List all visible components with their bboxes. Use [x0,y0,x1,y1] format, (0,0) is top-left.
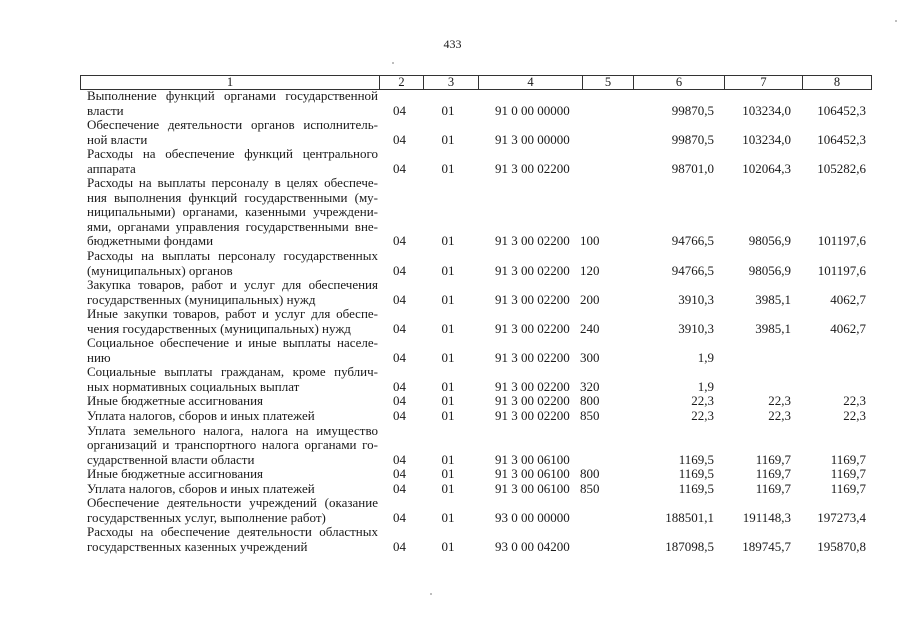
scan-speck [895,20,897,22]
header-col-4: 4 [478,76,582,89]
cell-c3: 01 [441,408,455,424]
cell-c7: 1169,7 [755,466,791,482]
header-col-5: 5 [582,76,633,89]
cell-c5: 240 [580,320,600,336]
cell-c6: 94766,5 [671,233,714,249]
row-description [80,118,378,147]
cell-c8: 4062,7 [830,320,866,336]
table-row [80,424,870,468]
scan-speck [430,593,432,595]
cell-c4: 91 3 00 02200 [495,408,570,424]
table-row [80,525,870,554]
cell-c7: 103234,0 [742,102,791,118]
cell-c6: 22,3 [691,408,714,424]
cell-c3: 01 [441,320,455,336]
cell-c4: 91 3 00 02200 [495,393,570,409]
table-row [80,496,870,525]
cell-c7: 103234,0 [742,131,791,147]
cell-c2: 04 [393,538,406,554]
cell-c4: 91 3 00 06100 [495,466,570,482]
cell-c8: 22,3 [843,408,866,424]
description-line: государственных казенных учреждений [87,538,308,554]
cell-c4: 91 3 00 02200 [495,291,570,307]
description-line: чения государственных (муниципальных) нужд [87,320,351,336]
cell-c5: 850 [580,480,600,496]
cell-c6: 98701,0 [671,160,714,176]
cell-c6: 188501,1 [665,509,714,525]
cell-c6: 187098,5 [665,538,714,554]
cell-c8: 106452,3 [817,102,866,118]
row-description [80,467,378,482]
cell-c3: 01 [441,466,455,482]
description-line: ной власти [87,131,148,147]
description-line: Расходы на обеспечение функций центрального [87,146,378,162]
description-line: Иные бюджетные ассигнования [87,393,264,409]
row-description [80,496,378,525]
cell-c4: 91 0 00 00000 [495,102,570,118]
cell-c2: 04 [393,480,406,496]
table-row [80,147,870,176]
cell-c7: 22,3 [768,393,791,409]
description-line: Закупка товаров, работ и услуг для обеспечения [87,277,378,293]
cell-c3: 01 [441,349,455,365]
description-line: Уплата налогов, сборов и иных платежей [87,408,315,424]
cell-c7: 22,3 [768,408,791,424]
cell-c2: 04 [393,393,406,409]
cell-c4: 91 3 00 06100 [495,480,570,496]
cell-c6: 1169,5 [678,480,714,496]
cell-c8: 195870,8 [817,538,866,554]
description-line: Обеспечение деятельности учреждений (оказание [87,495,378,511]
description-line: Уплата земельного налога, налога на имущество [87,422,378,438]
cell-c6: 94766,5 [671,262,714,278]
cell-c2: 04 [393,160,406,176]
cell-c3: 01 [441,233,455,249]
description-line: ния выполнения функций государственными (му- [87,189,378,205]
description-line: Расходы на обеспечение деятельности областных [87,524,378,540]
description-line: ниципальными) органами, казенными учреждени- [87,204,378,220]
description-line: государственных услуг, выполнение работ) [87,509,326,525]
header-col-2: 2 [379,76,423,89]
row-description [80,278,378,307]
cell-c7: 191148,3 [742,509,791,525]
header-col-1: 1 [226,75,234,89]
cell-c8: 4062,7 [830,291,866,307]
cell-c2: 04 [393,408,406,424]
table-row [80,176,870,249]
cell-c3: 01 [441,393,455,409]
description-line: бюджетными фондами [87,233,214,249]
description-line: Иные закупки товаров, работ и услуг для обеспе- [87,306,378,322]
cell-c3: 01 [441,102,455,118]
cell-c8: 1169,7 [830,451,866,467]
table-row [80,365,870,394]
description-line: организаций и транспортного налога органами го- [87,437,378,453]
description-line: Расходы на выплаты персоналу в целях обеспече- [87,175,378,191]
cell-c6: 1169,5 [678,451,714,467]
cell-c4: 93 0 00 04200 [495,538,570,554]
cell-c7: 1169,7 [755,451,791,467]
cell-c5: 800 [580,393,600,409]
cell-c5: 800 [580,466,600,482]
description-line: власти [87,102,124,118]
description-line: Расходы на выплаты персоналу государственных [87,248,378,264]
cell-c7: 3985,1 [755,320,791,336]
cell-c7: 1169,7 [755,480,791,496]
cell-c6: 99870,5 [671,102,714,118]
description-line: государственных (муниципальных) нужд [87,291,316,307]
row-description [80,525,378,554]
cell-c6: 3910,3 [678,291,714,307]
table-row [80,336,870,365]
table-row [80,118,870,147]
description-line: Уплата налогов, сборов и иных платежей [87,480,315,496]
cell-c6: 1,9 [697,349,714,365]
table-row [80,89,870,118]
cell-c8: 101197,6 [817,233,866,249]
description-line: Социальные выплаты гражданам, кроме публич- [87,364,378,380]
row-description [80,409,378,424]
cell-c4: 91 3 00 02200 [495,349,570,365]
table-row [80,307,870,336]
cell-c6: 99870,5 [671,131,714,147]
cell-c5: 120 [580,262,600,278]
row-description [80,482,378,497]
header-col-3: 3 [423,76,478,89]
cell-c2: 04 [393,131,406,147]
cell-c2: 04 [393,451,406,467]
cell-c5: 320 [580,378,600,394]
description-line: аппарата [87,160,136,176]
cell-c4: 91 3 00 02200 [495,262,570,278]
description-line: Социальное обеспечение и иные выплаты населе- [87,335,378,351]
cell-c2: 04 [393,466,406,482]
description-line: ями, органами управления государственными вне- [87,218,378,234]
cell-c3: 01 [441,451,455,467]
cell-c3: 01 [441,131,455,147]
row-description [80,176,378,249]
description-line: (муниципальных) органов [87,262,233,278]
cell-c3: 01 [441,262,455,278]
description-line: сударственной власти области [87,451,255,467]
cell-c3: 01 [441,378,455,394]
cell-c5: 850 [580,408,600,424]
table-body [80,89,870,555]
table-row [80,394,870,409]
cell-c6: 22,3 [691,393,714,409]
cell-c4: 91 3 00 02200 [495,233,570,249]
row-description [80,249,378,278]
cell-c8: 1169,7 [830,480,866,496]
cell-c8: 197273,4 [817,509,866,525]
row-description [80,365,378,394]
table-row [80,249,870,278]
description-line: ных нормативных социальных выплат [87,378,300,394]
cell-c4: 91 3 00 02200 [495,378,570,394]
cell-c2: 04 [393,349,406,365]
cell-c8: 1169,7 [830,466,866,482]
cell-c7: 98056,9 [748,233,791,249]
cell-c2: 04 [393,102,406,118]
cell-c6: 1169,5 [678,466,714,482]
cell-c6: 1,9 [697,378,714,394]
row-description [80,307,378,336]
cell-c5: 300 [580,349,600,365]
cell-c2: 04 [393,233,406,249]
header-col-8: 8 [802,76,871,89]
row-description [80,89,378,118]
cell-c2: 04 [393,291,406,307]
cell-c8: 22,3 [843,393,866,409]
cell-c7: 189745,7 [742,538,791,554]
description-line: Обеспечение деятельности органов исполнитель- [87,117,378,133]
header-col-6: 6 [633,76,724,89]
cell-c4: 91 3 00 06100 [495,451,570,467]
cell-c5: 100 [580,233,600,249]
description-line: Выполнение функций органами государственной [87,88,378,103]
cell-c8: 105282,6 [817,160,866,176]
description-line: нию [87,349,111,365]
table-row [80,278,870,307]
cell-c7: 98056,9 [748,262,791,278]
cell-c8: 106452,3 [817,131,866,147]
cell-c3: 01 [441,291,455,307]
cell-c8: 101197,6 [817,262,866,278]
description-line: Иные бюджетные ассигнования [87,466,264,482]
cell-c4: 93 0 00 00000 [495,509,570,525]
table-row [80,409,870,424]
header-col-7: 7 [724,76,802,89]
table-row [80,482,870,497]
row-description [80,336,378,365]
cell-c7: 3985,1 [755,291,791,307]
row-description [80,424,378,468]
cell-c2: 04 [393,509,406,525]
cell-c2: 04 [393,320,406,336]
cell-c4: 91 3 00 00000 [495,131,570,147]
cell-c7: 102064,3 [742,160,791,176]
cell-c3: 01 [441,509,455,525]
scan-speck [392,62,394,64]
cell-c4: 91 3 00 02200 [495,320,570,336]
row-description [80,147,378,176]
cell-c2: 04 [393,262,406,278]
page-number: 433 [443,37,462,51]
cell-c4: 91 3 00 02200 [495,160,570,176]
cell-c5: 200 [580,291,600,307]
cell-c3: 01 [441,480,455,496]
table-row [80,467,870,482]
row-description [80,394,378,409]
cell-c3: 01 [441,538,455,554]
cell-c2: 04 [393,378,406,394]
cell-c3: 01 [441,160,455,176]
cell-c6: 3910,3 [678,320,714,336]
